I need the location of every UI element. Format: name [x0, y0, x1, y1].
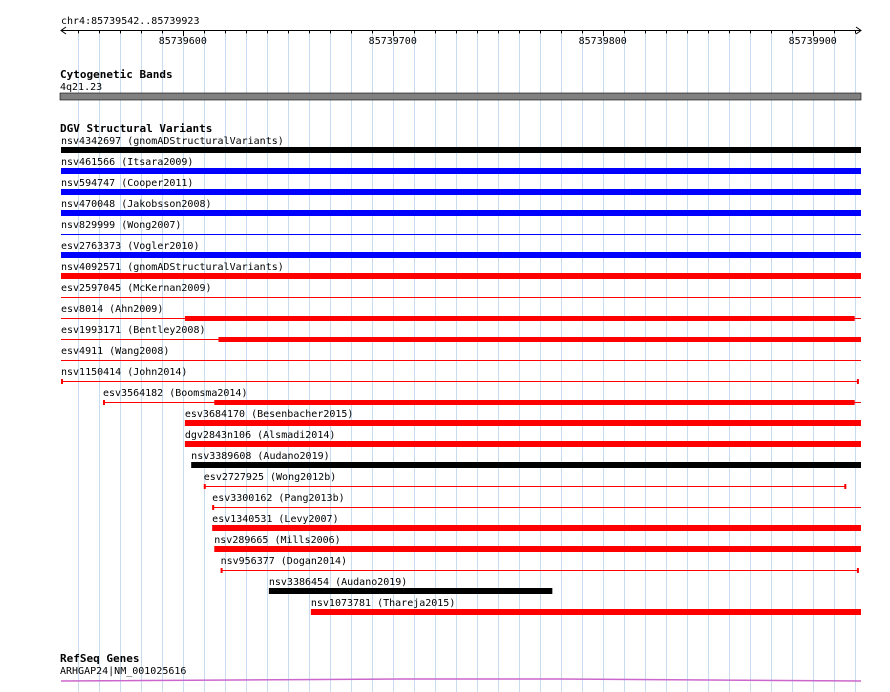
- dgv-feature[interactable]: [61, 178, 861, 195]
- dgv-feature-bar[interactable]: [191, 462, 861, 468]
- dgv-feature[interactable]: [61, 241, 861, 258]
- dgv-feature-label: esv1340531 (Levy2007): [212, 514, 339, 525]
- refseq-gene-label: ARHGAP24|NM_001025616: [60, 666, 187, 677]
- dgv-feature[interactable]: [61, 262, 861, 279]
- dgv-feature-label: esv1993171 (Bentley2008): [61, 325, 206, 336]
- dgv-feature[interactable]: [61, 199, 861, 216]
- dgv-feature-label: nsv470048 (Jakobsson2008): [61, 199, 212, 210]
- dgv-feature-end-tick: [61, 379, 63, 384]
- dgv-feature[interactable]: [61, 325, 861, 342]
- dgv-feature-end-tick: [857, 379, 859, 384]
- dgv-feature-bar[interactable]: [61, 168, 861, 174]
- dgv-feature-bar[interactable]: [185, 420, 861, 426]
- dgv-feature-bar[interactable]: [185, 441, 861, 447]
- dgv-feature-label: esv3564182 (Boomsma2014): [102, 388, 248, 399]
- dgv-feature-end-tick: [212, 505, 214, 510]
- dgv-features: [61, 136, 861, 615]
- dgv-feature-label: nsv4092571 (gnomADStructuralVariants): [61, 262, 284, 273]
- dgv-feature-label: nsv956377 (Dogan2014): [220, 556, 348, 567]
- dgv-feature[interactable]: [214, 535, 861, 552]
- dgv-feature-label: nsv461566 (Itsara2009): [61, 157, 194, 168]
- ruler-tick-label: 85739600: [158, 36, 207, 47]
- refseq-gene-feature[interactable]: [61, 679, 861, 681]
- dgv-feature-label: nsv3389608 (Audano2019): [191, 451, 330, 462]
- dgv-feature-label: esv4911 (Wang2008): [61, 346, 170, 357]
- dgv-feature[interactable]: [191, 451, 861, 468]
- dgv-feature-label: nsv1073781 (Thareja2015): [310, 598, 456, 609]
- dgv-feature-end-tick: [103, 400, 105, 405]
- dgv-feature[interactable]: [61, 220, 861, 235]
- dgv-feature-end-tick: [857, 568, 859, 573]
- dgv-feature[interactable]: [311, 598, 861, 615]
- dgv-feature-bar[interactable]: [61, 273, 861, 279]
- dgv-feature[interactable]: [212, 514, 861, 531]
- refseq-track-title: RefSeq Genes: [60, 652, 140, 665]
- dgv-feature-label: nsv829999 (Wong2007): [61, 220, 182, 231]
- dgv-feature-end-tick: [844, 484, 846, 489]
- dgv-feature[interactable]: [221, 556, 859, 573]
- dgv-feature-label: nsv3386454 (Audano2019): [268, 577, 408, 588]
- dgv-feature-label: esv2727925 (Wong2012b): [203, 472, 337, 483]
- dgv-feature[interactable]: [185, 430, 861, 447]
- dgv-feature-bar[interactable]: [61, 147, 861, 153]
- dgv-feature-bar[interactable]: [61, 252, 861, 258]
- ruler[interactable]: [61, 27, 861, 47]
- dgv-feature-label: nsv4342697 (gnomADStructuralVariants): [61, 136, 284, 147]
- dgv-feature-bar[interactable]: [61, 210, 861, 216]
- dgv-feature[interactable]: [61, 304, 861, 321]
- dgv-feature[interactable]: [103, 388, 861, 405]
- cytoband-track-title: Cytogenetic Bands: [60, 68, 173, 81]
- dgv-feature-bar[interactable]: [61, 189, 861, 195]
- dgv-feature-bar[interactable]: [185, 316, 855, 321]
- dgv-feature-label: esv3300162 (Pang2013b): [212, 493, 345, 504]
- dgv-feature[interactable]: [61, 367, 859, 384]
- dgv-feature[interactable]: [185, 409, 861, 426]
- ruler-tick-label: 85739700: [368, 36, 417, 47]
- dgv-track-title: DGV Structural Variants: [60, 122, 213, 135]
- dgv-feature-label: nsv1150414 (John2014): [61, 367, 188, 378]
- dgv-feature-bar[interactable]: [212, 525, 861, 531]
- dgv-feature-label: esv3684170 (Besenbacher2015): [184, 409, 354, 420]
- ruler-tick-label: 85739800: [578, 36, 627, 47]
- dgv-feature-bar[interactable]: [218, 337, 861, 342]
- dgv-feature-bar[interactable]: [311, 609, 861, 615]
- dgv-feature-bar[interactable]: [214, 546, 861, 552]
- dgv-feature-label: esv2763373 (Vogler2010): [61, 241, 200, 252]
- dgv-feature[interactable]: [61, 283, 861, 298]
- dgv-feature-end-tick: [221, 568, 223, 573]
- ruler-tick-label: 85739900: [788, 36, 837, 47]
- dgv-feature[interactable]: [61, 157, 861, 174]
- dgv-feature-label: esv2597045 (McKernan2009): [61, 283, 212, 294]
- dgv-feature[interactable]: [204, 472, 847, 489]
- cytoband-bar[interactable]: [60, 93, 861, 100]
- dgv-feature[interactable]: [61, 136, 861, 153]
- dgv-feature[interactable]: [269, 577, 552, 594]
- dgv-feature-bar[interactable]: [269, 588, 552, 594]
- dgv-feature[interactable]: [212, 493, 861, 510]
- dgv-feature-label: nsv289665 (Mills2006): [214, 535, 341, 546]
- dgv-feature-label: nsv594747 (Cooper2011): [61, 178, 194, 189]
- dgv-feature-label: esv8014 (Ahn2009): [61, 304, 164, 315]
- dgv-feature-bar[interactable]: [214, 400, 854, 405]
- region-label: chr4:85739542..85739923: [61, 16, 200, 27]
- dgv-feature-end-tick: [204, 484, 206, 489]
- dgv-feature[interactable]: [61, 346, 861, 361]
- cytoband-label: 4q21.23: [60, 82, 103, 93]
- dgv-feature-label: dgv2843n106 (Alsmadi2014): [184, 430, 336, 441]
